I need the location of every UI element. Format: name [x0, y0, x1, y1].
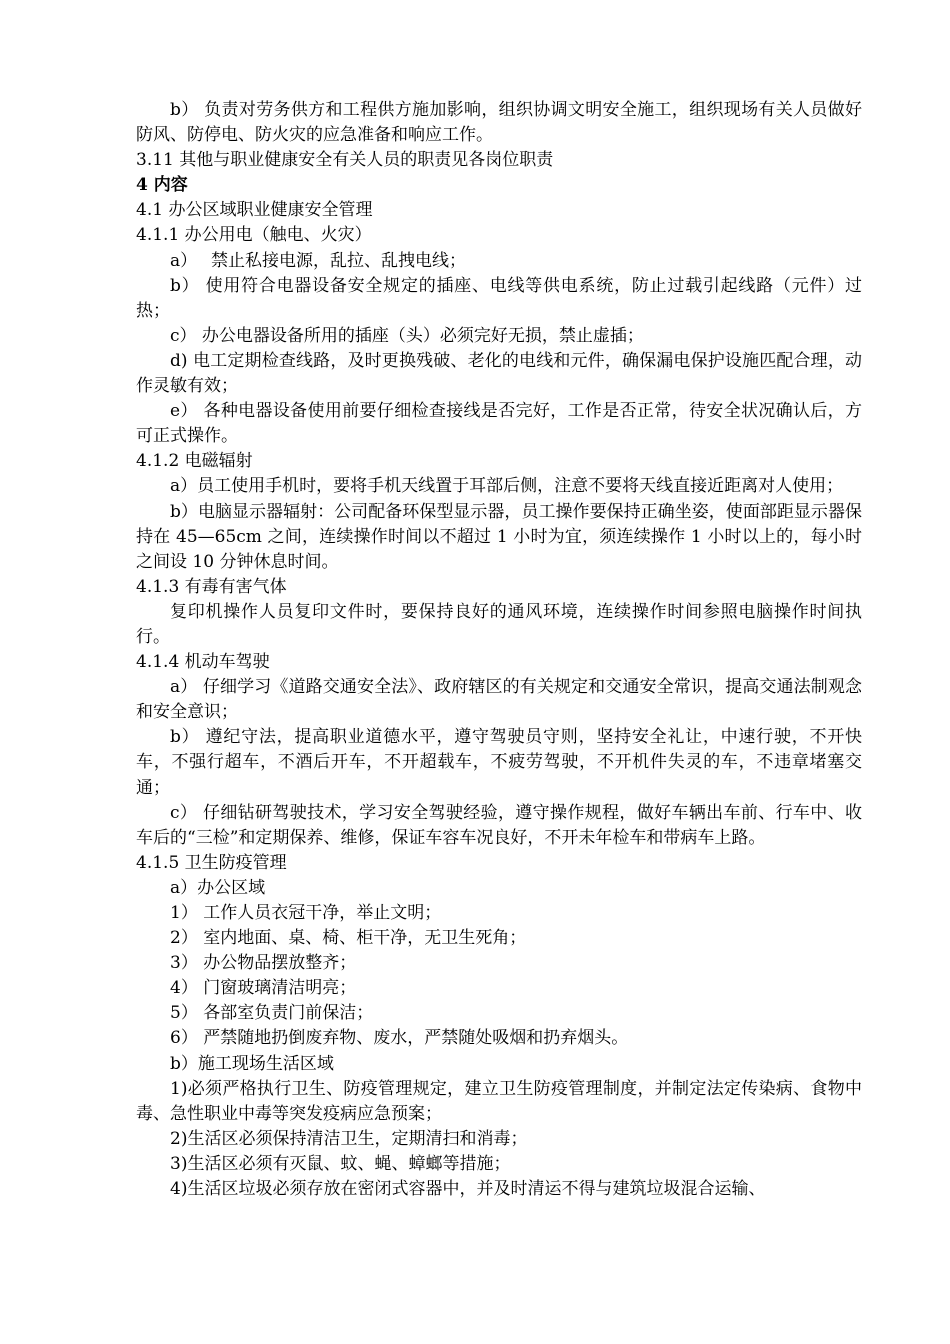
list-item: 1)必须严格执行卫生、防疫管理规定，建立卫生防疫管理制度，并制定法定传染病、食物中毒、急性职业中毒等突发疫病应急预案；: [136, 1078, 862, 1124]
paragraph: b） 负责对劳务供方和工程供方施加影响，组织协调文明安全施工，组织现场有关人员做好防风、防停电、防火灾的应急准备和响应工作。: [136, 100, 862, 146]
list-item: a）办公区域: [170, 877, 266, 898]
subsection-heading: 4.1.2 电磁辐射: [136, 451, 253, 472]
list-item: b）电脑显示器辐射：公司配备环保型显示器，员工操作要保持正确坐姿，使面部距显示器保持在 45—65cm 之间，连续操作时间以不超过 1 小时为宜，须连续操作 1 小时以上的，每小时之间设 10 分钟休息时间。: [136, 501, 862, 572]
list-item: a） 仔细学习《道路交通安全法》、政府辖区的有关规定和交通安全常识，提高交通法制观念和安全意识；: [136, 677, 862, 723]
list-item: a） 禁止私接电源，乱拉、乱拽电线；: [170, 250, 467, 271]
subsection-heading: 4.1.4 机动车驾驶: [136, 652, 270, 673]
list-item: c） 仔细钻研驾驶技术，学习安全驾驶经验，遵守操作规程，做好车辆出车前、行车中、收车后的“三检”和定期保养、维修，保证车容车况良好，不开未年检车和带病车上路。: [136, 802, 862, 848]
subsection-heading: 4.1 办公区域职业健康安全管理: [136, 200, 373, 221]
list-item: 5） 各部室负责门前保洁；: [170, 1003, 374, 1024]
list-item: e） 各种电器设备使用前要仔细检查接线是否完好，工作是否正常，待安全状况确认后，方可正式操作。: [136, 401, 862, 447]
list-item: 6） 严禁随地扔倒废弃物、废水，严禁随处吸烟和扔弃烟头。: [170, 1028, 629, 1049]
list-item: c） 办公电器设备所用的插座（头）必须完好无损，禁止虚插；: [170, 325, 644, 346]
list-item: 2)生活区必须保持清洁卫生，定期清扫和消毒；: [170, 1128, 528, 1149]
list-item: b） 使用符合电器设备安全规定的插座、电线等供电系统，防止过载引起线路（元件）过热；: [136, 275, 862, 321]
list-item: 4)生活区垃圾必须存放在密闭式容器中，并及时清运不得与建筑垃圾混合运输、: [170, 1179, 766, 1200]
document-body: [136, 98, 862, 1202]
list-item: 1） 工作人员衣冠干净，举止文明；: [170, 903, 442, 923]
list-item: 2） 室内地面、桌、椅、柜干净，无卫生死角；: [170, 928, 527, 949]
paragraph: 复印机操作人员复印文件时，要保持良好的通风环境，连续操作时间参照电脑操作时间执行。: [136, 601, 862, 647]
list-item: 3)生活区必须有灭鼠、蚊、蝇、蟑螂等措施；: [170, 1153, 511, 1174]
clause-heading: 3.11 其他与职业健康安全有关人员的职责见各岗位职责: [136, 150, 554, 171]
list-item: b）施工现场生活区域: [170, 1053, 334, 1074]
list-item: 3） 办公物品摆放整齐；: [170, 953, 357, 974]
subsection-heading: 4.1.1 办公用电（触电、火灾）: [136, 225, 372, 246]
list-item: 4） 门窗玻璃清洁明亮；: [170, 978, 357, 999]
list-item: b） 遵纪守法，提高职业道德水平，遵守驾驶员守则，坚持安全礼让，中速行驶，不开快车，不强行超车，不酒后开车，不开超载车，不疲劳驾驶，不开机件失灵的车，不违章堵塞交通；: [136, 727, 862, 798]
subsection-heading: 4.1.3 有毒有害气体: [136, 576, 287, 597]
list-item: d) 电工定期检查线路，及时更换残破、老化的电线和元件，确保漏电保护设施匹配合理，动作灵敏有效；: [136, 350, 862, 397]
subsection-heading: 4.1.5 卫生防疫管理: [136, 852, 287, 873]
list-item: a）员工使用手机时，要将手机天线置于耳部后侧，注意不要将天线直接近距离对人使用；: [170, 476, 844, 497]
section-heading: 4 内容: [136, 175, 188, 196]
